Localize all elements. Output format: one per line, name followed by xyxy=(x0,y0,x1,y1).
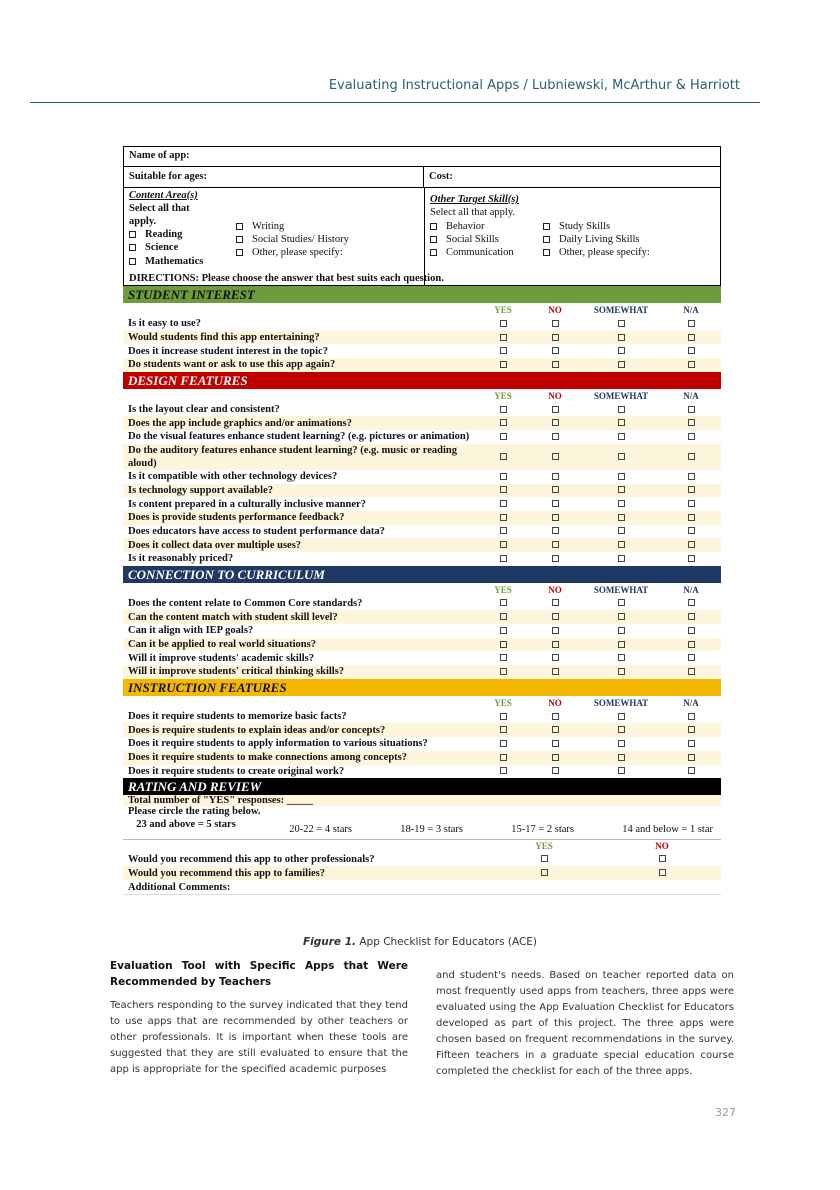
na-checkbox-icon[interactable] xyxy=(688,754,695,761)
checkbox-icon[interactable] xyxy=(543,249,550,256)
skill-option-study[interactable]: Study Skills xyxy=(543,221,610,232)
skill-option-social[interactable]: Social Skills xyxy=(430,234,499,245)
checkbox-icon[interactable] xyxy=(430,236,437,243)
name-of-app-label: Name of app: xyxy=(124,147,720,167)
additional-comments-row xyxy=(123,880,721,895)
question-row xyxy=(123,511,721,525)
yes-checkbox-icon[interactable] xyxy=(500,486,507,493)
somewhat-checkbox-icon[interactable] xyxy=(618,334,625,341)
rating-option-4[interactable]: 20-22 = 4 stars xyxy=(289,824,352,836)
skill-option-daily-living[interactable]: Daily Living Skills xyxy=(543,234,640,245)
question-row xyxy=(123,723,721,737)
na-checkbox-icon[interactable] xyxy=(688,320,695,327)
question-row xyxy=(123,525,721,539)
content-area-block xyxy=(124,188,425,285)
question-row xyxy=(123,538,721,552)
additional-comments-label: Additional Comments: xyxy=(128,881,231,893)
no-checkbox-icon[interactable] xyxy=(552,406,559,413)
somewhat-checkbox-icon[interactable] xyxy=(618,555,625,562)
yes-checkbox-icon[interactable] xyxy=(500,599,507,606)
rating-option-2[interactable]: 15-17 = 2 stars xyxy=(511,824,574,836)
na-checkbox-icon[interactable] xyxy=(688,726,695,733)
no-checkbox-icon[interactable] xyxy=(552,527,559,534)
yes-column-header: YES xyxy=(494,584,512,595)
yes-checkbox-icon[interactable] xyxy=(500,754,507,761)
question-row xyxy=(123,552,721,566)
question-text: Does it require students to memorize basic facts? xyxy=(128,711,347,723)
question-row xyxy=(123,610,721,624)
question-text: Does it require students to create original work? xyxy=(128,765,345,777)
na-checkbox-icon[interactable] xyxy=(688,514,695,521)
question-row xyxy=(123,317,721,331)
yes-checkbox-icon[interactable] xyxy=(500,555,507,562)
no-checkbox-icon[interactable] xyxy=(552,555,559,562)
no-checkbox-icon[interactable] xyxy=(552,641,559,648)
recommend-question: Would you recommend this app to other professionals? xyxy=(128,853,375,865)
left-paragraph: Teachers responding to the survey indicated that they tend to use apps that are recommended by other teachers or other professionals. It is important when these tools are suggested that they are still evaluated to ensure that the app is appropriate for the specified academic purposes xyxy=(110,1000,408,1075)
somewhat-column-header: SOMEWHAT xyxy=(593,305,649,315)
question-row xyxy=(123,751,721,765)
checkbox-icon[interactable] xyxy=(430,249,437,256)
na-checkbox-icon[interactable] xyxy=(688,740,695,747)
na-checkbox-icon[interactable] xyxy=(688,419,695,426)
other-skills-title: Other Target Skill(s) xyxy=(430,194,519,205)
section-heading: Evaluation Tool with Specific Apps that Were Recommended by Teachers xyxy=(110,960,408,988)
question-row xyxy=(123,444,721,470)
somewhat-checkbox-icon[interactable] xyxy=(618,473,625,480)
no-checkbox-icon[interactable] xyxy=(552,713,559,720)
yes-checkbox-icon[interactable] xyxy=(500,419,507,426)
figure-label: Figure 1. xyxy=(302,936,356,948)
section-title: DESIGN FEATURES xyxy=(123,372,721,389)
checkbox-icon[interactable] xyxy=(129,231,136,238)
other-skills-hint: Select all that apply. xyxy=(430,207,516,218)
question-text: Does is provide students performance feedback? xyxy=(128,512,345,524)
question-row xyxy=(123,344,721,358)
question-text: Is it reasonably priced? xyxy=(128,553,234,565)
question-text: Is content prepared in a culturally inclusive manner? xyxy=(128,498,366,510)
checkbox-icon[interactable] xyxy=(659,869,666,876)
figure-caption-text: App Checklist for Educators (ACE) xyxy=(359,936,538,948)
yes-checkbox-icon[interactable] xyxy=(500,627,507,634)
na-checkbox-icon[interactable] xyxy=(688,334,695,341)
yes-checkbox-icon[interactable] xyxy=(500,500,507,507)
no-column-header: NO xyxy=(548,584,562,595)
no-checkbox-icon[interactable] xyxy=(552,473,559,480)
yes-checkbox-icon[interactable] xyxy=(500,527,507,534)
question-row xyxy=(123,765,721,779)
checkbox-icon[interactable] xyxy=(236,249,243,256)
question-text: Would students find this app entertaining? xyxy=(128,332,320,344)
somewhat-checkbox-icon[interactable] xyxy=(618,453,625,460)
rating-option-5[interactable]: 23 and above = 5 stars xyxy=(136,819,236,831)
yes-checkbox-icon[interactable] xyxy=(500,668,507,675)
question-row xyxy=(123,403,721,417)
na-column-header: N/A xyxy=(683,390,699,401)
no-checkbox-icon[interactable] xyxy=(552,486,559,493)
question-text: Can the content match with student skill level? xyxy=(128,611,338,623)
question-text: Does the content relate to Common Core standards? xyxy=(128,597,363,609)
na-checkbox-icon[interactable] xyxy=(688,433,695,440)
checkbox-icon[interactable] xyxy=(236,223,243,230)
somewhat-checkbox-icon[interactable] xyxy=(618,347,625,354)
somewhat-checkbox-icon[interactable] xyxy=(618,541,625,548)
question-text: Will it improve students' critical thinking skills? xyxy=(128,666,345,678)
somewhat-checkbox-icon[interactable] xyxy=(618,419,625,426)
na-checkbox-icon[interactable] xyxy=(688,473,695,480)
na-checkbox-icon[interactable] xyxy=(688,668,695,675)
somewhat-checkbox-icon[interactable] xyxy=(618,320,625,327)
yes-checkbox-icon[interactable] xyxy=(500,740,507,747)
checkbox-icon[interactable] xyxy=(129,258,136,265)
somewhat-checkbox-icon[interactable] xyxy=(618,654,625,661)
checkbox-icon[interactable] xyxy=(541,855,548,862)
question-row xyxy=(123,737,721,751)
na-checkbox-icon[interactable] xyxy=(688,767,695,774)
content-option-writing[interactable]: Writing xyxy=(236,221,284,232)
na-checkbox-icon[interactable] xyxy=(688,555,695,562)
yes-checkbox-icon[interactable] xyxy=(500,713,507,720)
question-row xyxy=(123,710,721,724)
somewhat-checkbox-icon[interactable] xyxy=(618,641,625,648)
na-checkbox-icon[interactable] xyxy=(688,527,695,534)
yes-checkbox-icon[interactable] xyxy=(500,654,507,661)
no-checkbox-icon[interactable] xyxy=(552,754,559,761)
na-column-header: N/A xyxy=(683,305,699,315)
somewhat-checkbox-icon[interactable] xyxy=(618,599,625,606)
running-head: Evaluating Instructional Apps / Lubniewski, McArthur & Harriott xyxy=(328,78,740,93)
question-text: Does it require students to make connections among concepts? xyxy=(128,752,408,764)
checkbox-icon[interactable] xyxy=(543,223,550,230)
question-text: Do the visual features enhance student learning? (e.g. pictures or animation) xyxy=(128,431,470,443)
yes-checkbox-icon[interactable] xyxy=(500,641,507,648)
checkbox-icon[interactable] xyxy=(129,244,136,251)
somewhat-checkbox-icon[interactable] xyxy=(618,613,625,620)
no-checkbox-icon[interactable] xyxy=(552,726,559,733)
somewhat-checkbox-icon[interactable] xyxy=(618,433,625,440)
yes-column-header: YES xyxy=(494,390,512,401)
no-checkbox-icon[interactable] xyxy=(552,500,559,507)
na-checkbox-icon[interactable] xyxy=(688,347,695,354)
right-paragraph: and student's needs. Based on teacher reported data on most frequently used apps from teachers, three apps were evaluated using the App Evaluation Checklist for Educators developed as part of this project. The three apps were chosen based on frequent recommendations in the survey. Fifteen teachers in a graduate special education course completed the checklist for each of the three apps. xyxy=(436,970,734,1077)
question-text: Do the auditory features enhance student learning? (e.g. music or reading aloud) xyxy=(128,444,457,469)
form-header-box xyxy=(123,146,721,286)
yes-column-header: YES xyxy=(494,305,512,315)
total-yes-label: Total number of "YES" responses: _____ xyxy=(123,795,721,806)
question-row xyxy=(123,497,721,511)
no-checkbox-icon[interactable] xyxy=(552,334,559,341)
content-option-mathematics[interactable]: Mathematics xyxy=(129,256,203,267)
question-text: Does it collect data over multiple uses? xyxy=(128,539,302,551)
checkbox-icon[interactable] xyxy=(541,869,548,876)
content-option-social-studies[interactable]: Social Studies/ History xyxy=(236,234,349,245)
yes-checkbox-icon[interactable] xyxy=(500,453,507,460)
somewhat-checkbox-icon[interactable] xyxy=(618,726,625,733)
page-number: 327 xyxy=(715,1106,736,1119)
left-column xyxy=(110,958,408,1078)
skill-option-other[interactable]: Other, please specify: xyxy=(543,247,650,258)
yes-checkbox-icon[interactable] xyxy=(500,514,507,521)
question-row xyxy=(123,358,721,372)
question-text: Does educators have access to student performance data? xyxy=(128,525,385,537)
checkbox-icon[interactable] xyxy=(430,223,437,230)
somewhat-checkbox-icon[interactable] xyxy=(618,500,625,507)
question-row xyxy=(123,624,721,638)
question-row xyxy=(123,470,721,484)
rating-scale xyxy=(123,817,721,839)
no-checkbox-icon[interactable] xyxy=(552,347,559,354)
recommend-no-header: NO xyxy=(655,841,669,852)
somewhat-checkbox-icon[interactable] xyxy=(618,754,625,761)
na-checkbox-icon[interactable] xyxy=(688,541,695,548)
somewhat-checkbox-icon[interactable] xyxy=(618,713,625,720)
question-text: Does is require students to explain ideas and/or concepts? xyxy=(128,724,386,736)
recommend-professionals-row xyxy=(123,852,721,866)
no-checkbox-icon[interactable] xyxy=(552,433,559,440)
na-checkbox-icon[interactable] xyxy=(688,406,695,413)
na-checkbox-icon[interactable] xyxy=(688,613,695,620)
somewhat-column-header: SOMEWHAT xyxy=(593,697,649,708)
content-area-hint: Select all that apply. xyxy=(129,203,190,227)
answer-column-header xyxy=(123,389,721,403)
recommend-yes-header: YES xyxy=(535,841,553,852)
skill-option-communication[interactable]: Communication xyxy=(430,247,514,258)
na-checkbox-icon[interactable] xyxy=(688,627,695,634)
na-checkbox-icon[interactable] xyxy=(688,641,695,648)
no-checkbox-icon[interactable] xyxy=(552,668,559,675)
no-checkbox-icon[interactable] xyxy=(552,599,559,606)
no-checkbox-icon[interactable] xyxy=(552,627,559,634)
section-title: INSTRUCTION FEATURES xyxy=(123,679,721,696)
cost-label: Cost: xyxy=(429,171,453,182)
no-column-header: NO xyxy=(548,390,562,401)
question-row xyxy=(123,416,721,430)
answer-column-header xyxy=(123,583,721,597)
na-checkbox-icon[interactable] xyxy=(688,453,695,460)
no-checkbox-icon[interactable] xyxy=(552,514,559,521)
question-row xyxy=(123,484,721,498)
question-text: Does the app include graphics and/or animations? xyxy=(128,417,352,429)
answer-column-header xyxy=(123,303,721,317)
no-checkbox-icon[interactable] xyxy=(552,453,559,460)
rating-option-3[interactable]: 18-19 = 3 stars xyxy=(400,824,463,836)
somewhat-checkbox-icon[interactable] xyxy=(618,514,625,521)
na-checkbox-icon[interactable] xyxy=(688,500,695,507)
na-column-header: N/A xyxy=(683,697,699,708)
no-checkbox-icon[interactable] xyxy=(552,613,559,620)
question-row xyxy=(123,331,721,345)
na-checkbox-icon[interactable] xyxy=(688,599,695,606)
question-row xyxy=(123,638,721,652)
no-column-header: NO xyxy=(548,305,562,315)
no-checkbox-icon[interactable] xyxy=(552,767,559,774)
section-title: STUDENT INTEREST xyxy=(123,286,721,303)
yes-checkbox-icon[interactable] xyxy=(500,613,507,620)
na-checkbox-icon[interactable] xyxy=(688,361,695,368)
question-text: Will it improve students' academic skills? xyxy=(128,652,314,664)
checklist-sections xyxy=(123,286,721,778)
question-text: Can it be applied to real world situations? xyxy=(128,639,316,651)
no-checkbox-icon[interactable] xyxy=(552,419,559,426)
checkbox-icon[interactable] xyxy=(236,236,243,243)
no-checkbox-icon[interactable] xyxy=(552,320,559,327)
question-row xyxy=(123,597,721,611)
content-option-other[interactable]: Other, please specify: xyxy=(236,247,343,258)
somewhat-checkbox-icon[interactable] xyxy=(618,668,625,675)
question-text: Can it align with IEP goals? xyxy=(128,625,254,637)
no-checkbox-icon[interactable] xyxy=(552,740,559,747)
somewhat-checkbox-icon[interactable] xyxy=(618,486,625,493)
somewhat-checkbox-icon[interactable] xyxy=(618,361,625,368)
other-skills-block xyxy=(425,188,720,285)
no-checkbox-icon[interactable] xyxy=(552,541,559,548)
na-checkbox-icon[interactable] xyxy=(688,654,695,661)
question-row xyxy=(123,430,721,444)
yes-checkbox-icon[interactable] xyxy=(500,334,507,341)
yes-checkbox-icon[interactable] xyxy=(500,433,507,440)
question-row xyxy=(123,665,721,679)
content-option-reading[interactable]: Reading xyxy=(129,229,182,240)
na-checkbox-icon[interactable] xyxy=(688,486,695,493)
rating-option-1[interactable]: 14 and below = 1 star xyxy=(622,824,713,836)
checkbox-icon[interactable] xyxy=(659,855,666,862)
na-checkbox-icon[interactable] xyxy=(688,713,695,720)
somewhat-checkbox-icon[interactable] xyxy=(618,767,625,774)
section-title: CONNECTION TO CURRICULUM xyxy=(123,566,721,583)
question-text: Is it easy to use? xyxy=(128,318,201,330)
directions-text: DIRECTIONS: Please choose the answer that best suits each question. xyxy=(129,273,444,284)
somewhat-checkbox-icon[interactable] xyxy=(618,527,625,534)
yes-checkbox-icon[interactable] xyxy=(500,726,507,733)
question-text: Is technology support available? xyxy=(128,484,273,496)
content-area-title: Content Area(s) xyxy=(129,190,198,201)
somewhat-checkbox-icon[interactable] xyxy=(618,627,625,634)
somewhat-column-header: SOMEWHAT xyxy=(593,390,649,401)
yes-checkbox-icon[interactable] xyxy=(500,473,507,480)
yes-checkbox-icon[interactable] xyxy=(500,347,507,354)
ages-label: Suitable for ages: xyxy=(124,167,424,187)
app-checklist-form xyxy=(123,146,721,895)
checkbox-icon[interactable] xyxy=(543,236,550,243)
answer-column-header xyxy=(123,696,721,710)
recommend-families-row xyxy=(123,866,721,880)
circle-rating-label: Please circle the rating below. xyxy=(128,806,261,818)
yes-checkbox-icon[interactable] xyxy=(500,361,507,368)
question-text: Does it increase student interest in the topic? xyxy=(128,345,328,357)
yes-checkbox-icon[interactable] xyxy=(500,767,507,774)
somewhat-checkbox-icon[interactable] xyxy=(618,406,625,413)
no-checkbox-icon[interactable] xyxy=(552,361,559,368)
somewhat-column-header: SOMEWHAT xyxy=(593,584,649,595)
na-column-header: N/A xyxy=(683,584,699,595)
yes-checkbox-icon[interactable] xyxy=(500,541,507,548)
no-column-header: NO xyxy=(548,697,562,708)
yes-checkbox-icon[interactable] xyxy=(500,320,507,327)
recommend-header xyxy=(123,839,721,852)
somewhat-checkbox-icon[interactable] xyxy=(618,740,625,747)
no-checkbox-icon[interactable] xyxy=(552,654,559,661)
recommend-question: Would you recommend this app to families? xyxy=(128,867,325,879)
question-text: Is the layout clear and consistent? xyxy=(128,404,280,416)
question-text: Does it require students to apply information to various situations? xyxy=(128,738,428,750)
figure-caption xyxy=(0,936,840,948)
question-row xyxy=(123,651,721,665)
question-text: Is it compatible with other technology devices? xyxy=(128,471,338,483)
yes-checkbox-icon[interactable] xyxy=(500,406,507,413)
content-option-science[interactable]: Science xyxy=(129,242,178,253)
question-text: Do students want or ask to use this app again? xyxy=(128,359,336,371)
right-column xyxy=(436,968,734,1080)
yes-column-header: YES xyxy=(494,697,512,708)
header-rule xyxy=(30,102,760,103)
skill-option-behavior[interactable]: Behavior xyxy=(430,221,485,232)
rating-section-title: RATING AND REVIEW xyxy=(123,778,721,795)
